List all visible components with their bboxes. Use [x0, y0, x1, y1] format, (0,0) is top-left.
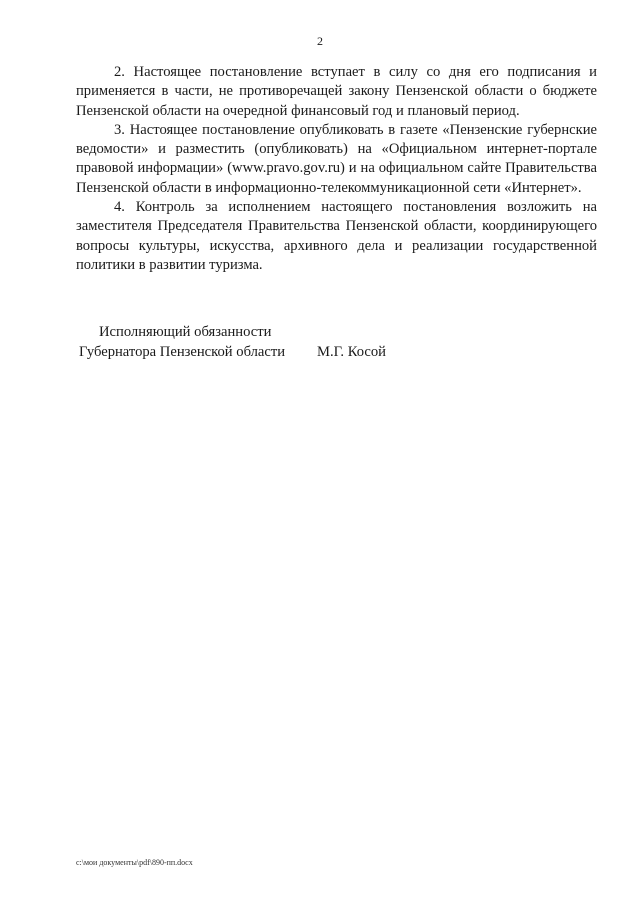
- paragraph-2-effective-date: 2. Настоящее постановление вступает в силу со дня его подписания и применяется в части, не противоречащей закону Пензенской области о бюджете Пензенской области на очередной финансовый год и плановый период.: [76, 64, 597, 119]
- signature-title-line-2: Губернатора Пензенской области: [79, 344, 286, 360]
- paragraph-4-control: 4. Контроль за исполнением настоящего постановления возложить на заместителя Председателя Правительства Пензенской области, координирующего вопросы культуры, искусства, архивного дела и реализации государственной политики в развитии туризма.: [76, 199, 597, 273]
- page-number: 2: [317, 34, 323, 48]
- document-body: [76, 63, 597, 275]
- signatory-name: М.Г. Косой: [317, 344, 386, 360]
- paragraph-3-publication: 3. Настоящее постановление опубликовать в газете «Пензенские губернские ведомости» и разместить (опубликовать) на «Официальном интернет-портале правовой информации» (www.pravo.gov.ru) и на официальном сайте Правительства Пензенской области в информационно-телекоммуникационной сети «Интернет».: [76, 121, 597, 196]
- signature-title-line-1: Исполняющий обязанности: [99, 324, 272, 340]
- footer-file-path: c:\мои документы\pdf\890-пп.docx: [76, 858, 193, 867]
